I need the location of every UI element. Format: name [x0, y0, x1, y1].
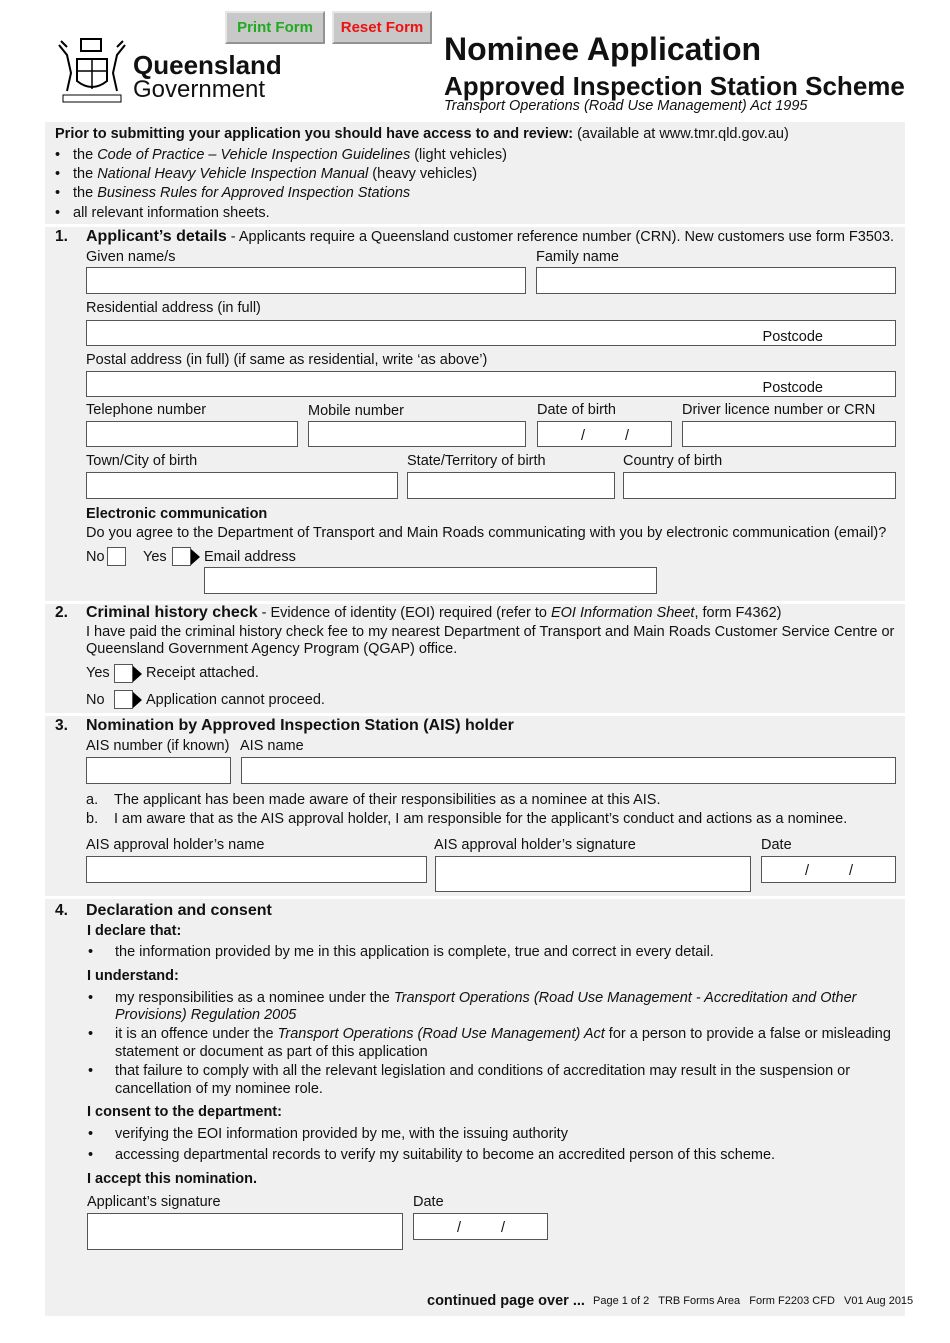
residential-address-input[interactable]: [86, 320, 896, 346]
bullet: •: [88, 1063, 94, 1079]
ais-number-input[interactable]: [86, 757, 231, 784]
telephone-label: Telephone number: [86, 402, 207, 418]
holder-name-label: AIS approval holder’s name: [86, 837, 265, 853]
licence-input[interactable]: [682, 421, 896, 447]
state-of-birth-input[interactable]: [407, 472, 615, 499]
electronic-communication-question: Do you agree to the Department of Transport and Main Roads communicating with you by electronic communication (email)?: [86, 525, 887, 541]
given-name-input[interactable]: [86, 267, 526, 294]
applicant-signature-field[interactable]: [87, 1213, 403, 1250]
intro-item: • the National Heavy Vehicle Inspection Manual (heavy vehicles): [55, 166, 478, 182]
postal-address-label: Postal address (in full) (if same as residential, write ‘as above’): [86, 352, 488, 368]
country-of-birth-label: Country of birth: [623, 453, 723, 469]
consent-heading: I consent to the department:: [87, 1104, 282, 1120]
criminal-yes-checkbox[interactable]: [114, 664, 133, 683]
country-of-birth-input[interactable]: [623, 472, 896, 499]
date-separator: /: [849, 863, 854, 879]
cannot-proceed-text: Application cannot proceed.: [146, 692, 325, 708]
understand-item: Provisions) Regulation 2005: [115, 1007, 297, 1023]
section-1-heading: Applicant’s details - Applicants require a Queensland customer reference number (CRN). New customers use form F3503.: [86, 228, 895, 245]
given-name-label: Given name/s: [86, 249, 176, 265]
date-separator: /: [805, 863, 810, 879]
no-label: No: [86, 549, 105, 565]
print-form-button[interactable]: Print Form: [225, 11, 325, 44]
intro-lead: Prior to submitting your application you should have access to and review: (available at www.tmr.qld.gov.au): [55, 126, 789, 142]
mobile-label: Mobile number: [308, 403, 404, 419]
dob-input[interactable]: [537, 421, 672, 447]
understand-item: cancellation of my nominee role.: [115, 1081, 323, 1097]
reset-form-button[interactable]: Reset Form: [332, 11, 432, 44]
accept-heading: I accept this nomination.: [87, 1171, 257, 1187]
town-of-birth-label: Town/City of birth: [86, 453, 198, 469]
applicant-date-input[interactable]: [413, 1213, 548, 1240]
footer-info: Page 1 of 2 TRB Forms Area Form F2203 CFD V01 Aug 2015: [593, 1295, 914, 1307]
family-name-input[interactable]: [536, 267, 896, 294]
bullet: •: [88, 944, 94, 960]
bullet: •: [88, 1147, 94, 1163]
holder-signature-label: AIS approval holder’s signature: [434, 837, 636, 853]
page-subtitle: Approved Inspection Station Scheme: [444, 71, 905, 101]
bullet: •: [88, 1126, 94, 1142]
divider: [45, 713, 905, 716]
date-separator: /: [625, 428, 630, 444]
section-4-heading: Declaration and consent: [86, 902, 272, 919]
page-title: Nominee Application: [444, 31, 762, 67]
email-input[interactable]: [204, 567, 657, 594]
divider: [45, 224, 905, 227]
postcode-label: Postcode: [762, 380, 823, 396]
logo-government: Government: [133, 76, 266, 103]
holder-date-input[interactable]: [761, 856, 896, 883]
divider: [45, 896, 905, 899]
arrow-right-icon: [191, 549, 200, 565]
intro-item: • the Code of Practice – Vehicle Inspection Guidelines (light vehicles): [55, 147, 507, 163]
declare-item: the information provided by me in this application is complete, true and correct in every detail.: [115, 944, 714, 960]
family-name-label: Family name: [536, 249, 619, 265]
dob-label: Date of birth: [537, 402, 616, 418]
date-separator: /: [581, 428, 586, 444]
applicant-signature-label: Applicant’s signature: [87, 1194, 221, 1210]
ais-name-input[interactable]: [241, 757, 896, 784]
postal-address-input[interactable]: [86, 371, 896, 397]
understand-item: statement or document as part of this application: [115, 1044, 428, 1060]
residential-address-label: Residential address (in full): [86, 300, 261, 316]
receipt-attached-text: Receipt attached.: [146, 665, 259, 681]
licence-label: Driver licence number or CRN: [682, 402, 876, 418]
date-label: Date: [761, 837, 792, 853]
state-of-birth-label: State/Territory of birth: [407, 453, 546, 469]
section-number: 3.: [55, 717, 68, 734]
item-letter: a.: [86, 792, 99, 808]
understand-item: my responsibilities as a nominee under the Transport Operations (Road Use Management - Accreditation and Other: [115, 990, 857, 1006]
yes-label: Yes: [143, 549, 167, 565]
ecomm-yes-checkbox[interactable]: [172, 547, 191, 566]
section-number: 4.: [55, 902, 68, 919]
section-3-heading: Nomination by Approved Inspection Station (AIS) holder: [86, 717, 514, 734]
ais-number-label: AIS number (if known): [86, 738, 230, 754]
ais-name-label: AIS name: [240, 738, 304, 754]
item-letter: b.: [86, 811, 99, 827]
date-separator: /: [501, 1220, 506, 1236]
arrow-right-icon: [133, 666, 142, 682]
consent-item: accessing departmental records to verify my suitability to become an accredited person of this scheme.: [115, 1147, 776, 1163]
consent-item: verifying the EOI information provided by me, with the issuing authority: [115, 1126, 568, 1142]
bullet: •: [88, 1026, 94, 1042]
holder-name-input[interactable]: [86, 856, 427, 883]
act-reference: Transport Operations (Road Use Management) Act 1995: [444, 98, 808, 114]
continued-text: continued page over ...: [427, 1293, 585, 1309]
no-label: No: [86, 692, 105, 708]
understand-heading: I understand:: [87, 968, 179, 984]
understand-item: it is an offence under the Transport Operations (Road Use Management) Act for a person to provide a false or misleading: [115, 1026, 891, 1042]
section-number: 2.: [55, 604, 68, 621]
ecomm-no-checkbox[interactable]: [107, 547, 126, 566]
section-number: 1.: [55, 228, 68, 245]
arrow-right-icon: [133, 692, 142, 708]
email-label: Email address: [204, 549, 296, 565]
section-2-heading: Criminal history check - Evidence of identity (EOI) required (refer to EOI Information Sheet, form F4362): [86, 604, 782, 621]
criminal-check-text: Queensland Government Agency Program (QGAP) office.: [86, 641, 458, 657]
telephone-input[interactable]: [86, 421, 298, 447]
declare-heading: I declare that:: [87, 923, 182, 939]
statement-b: I am aware that as the AIS approval holder, I am responsible for the applicant’s conduct and actions as a nominee.: [114, 811, 848, 827]
electronic-communication-heading: Electronic communication: [86, 506, 268, 522]
logo-queensland: Queensland: [133, 50, 282, 80]
queensland-crest-logo: [55, 35, 129, 105]
intro-item: • all relevant information sheets.: [55, 205, 270, 221]
yes-label: Yes: [86, 665, 110, 681]
postcode-label: Postcode: [762, 329, 823, 345]
bullet: •: [88, 990, 94, 1006]
mobile-input[interactable]: [308, 421, 526, 447]
holder-signature-field[interactable]: [435, 856, 751, 892]
criminal-check-text: I have paid the criminal history check fee to my nearest Department of Transport and Main Roads Customer Service Centre or: [86, 624, 895, 640]
statement-a: The applicant has been made aware of their responsibilities as a nominee at this AIS.: [114, 792, 661, 808]
understand-item: that failure to comply with all the relevant legislation and conditions of accreditation may result in the suspension or: [115, 1063, 851, 1079]
intro-item: • the Business Rules for Approved Inspection Stations: [55, 185, 411, 201]
date-label: Date: [413, 1194, 444, 1210]
criminal-no-checkbox[interactable]: [114, 690, 133, 709]
date-separator: /: [457, 1220, 462, 1236]
town-of-birth-input[interactable]: [86, 472, 398, 499]
